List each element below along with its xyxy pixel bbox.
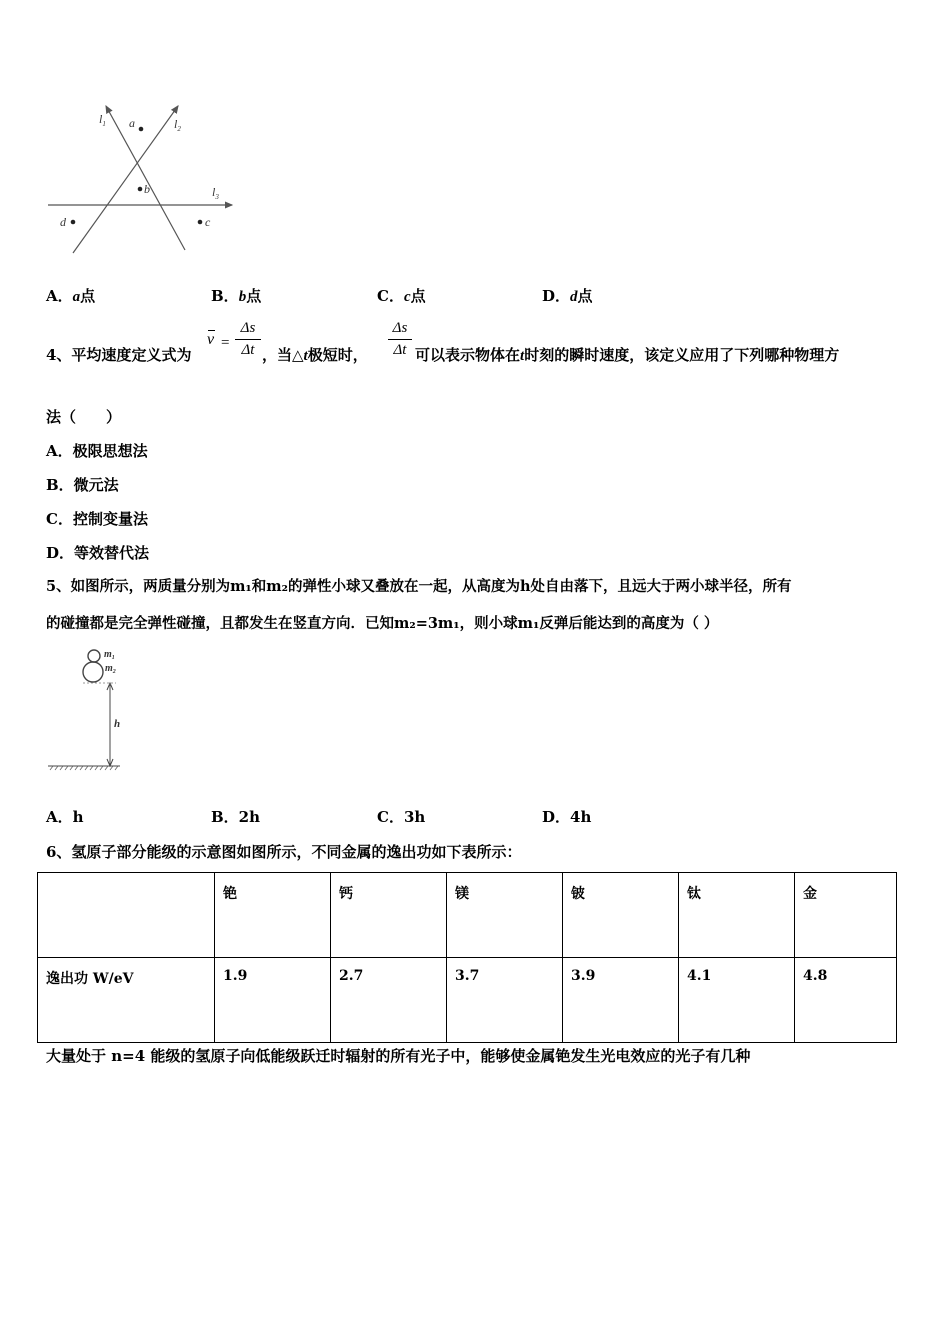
table-cell: 金 <box>795 873 897 958</box>
q3-option-b[interactable]: B．b点 <box>211 287 262 305</box>
table-cell: 4.8 <box>795 958 897 1043</box>
svg-text:m1: $m_1$ <box>104 649 115 661</box>
q4-fraction-2: Δs Δt <box>388 320 412 359</box>
svg-text:d: d <box>60 215 66 229</box>
svg-text:m2: $m_2$ <box>105 663 116 675</box>
point-c <box>198 220 203 225</box>
svg-text:c: c <box>205 215 211 229</box>
ball-m2 <box>83 662 103 682</box>
q5-option-b[interactable]: B．2h <box>211 808 261 826</box>
q4-option-a[interactable]: A．极限思想法 <box>46 442 148 460</box>
q4-vbar: v <box>207 331 215 348</box>
table-cell: 2.7 <box>331 958 447 1043</box>
table-cell: 铯 <box>215 873 331 958</box>
q5-line1: 5、如图所示，两质量分别为m₁和m₂的弹性小球又叠放在一起，从高度为h处自由落下，且远大于两小球半径，所有 <box>46 578 792 595</box>
table-cell: 逸出功 W/eV <box>38 958 215 1043</box>
point-d <box>71 220 76 225</box>
svg-text:b: b <box>144 182 150 196</box>
table-cell: 3.7 <box>447 958 563 1043</box>
work-function-table <box>37 872 897 1043</box>
falling-balls-figure <box>44 645 134 775</box>
table-cell: 3.9 <box>563 958 679 1043</box>
line-l2 <box>73 106 178 253</box>
point-a <box>139 127 144 132</box>
table-cell: 1.9 <box>215 958 331 1043</box>
table-header-row <box>38 873 897 958</box>
table-row <box>38 958 897 1043</box>
q3-option-d[interactable]: D．d点 <box>542 287 593 305</box>
q5-option-c[interactable]: C．3h <box>377 808 426 826</box>
table-cell: 镁 <box>447 873 563 958</box>
point-b <box>138 187 143 192</box>
svg-text:l2: $l_2$ <box>174 117 181 133</box>
three-lines-figure <box>40 98 250 263</box>
q5-line2: 的碰撞都是完全弹性碰撞，且都发生在竖直方向．已知m₂=3m₁，则小球m₁反弹后能达到的高度为（ ） <box>46 615 719 632</box>
q4-option-d[interactable]: D．等效替代法 <box>46 544 150 562</box>
table-cell: 4.1 <box>679 958 795 1043</box>
q4-mid-text: ，当△t极短时， <box>262 346 368 364</box>
q4-option-c[interactable]: C．控制变量法 <box>46 510 148 528</box>
q6-line2: 大量处于 n=4 能级的氢原子向低能级跃迁时辐射的所有光子中，能够使金属铯发生光电效应的光子有几种 <box>46 1047 751 1065</box>
svg-text:l1: $l_1$ <box>99 112 106 128</box>
q3-option-c[interactable]: C．c点 <box>377 287 426 305</box>
svg-text:l3: $l_3$ <box>212 185 219 201</box>
table-cell: 铍 <box>563 873 679 958</box>
q4-prefix: 4、平均速度定义式为 <box>46 346 192 364</box>
svg-text:h: h <box>114 718 121 730</box>
ball-m1 <box>88 650 100 662</box>
q6-line1: 6、氢原子部分能级的示意图如图所示，不同金属的逸出功如下表所示： <box>46 843 522 861</box>
q5-option-d[interactable]: D．4h <box>542 808 592 826</box>
q5-option-a[interactable]: A．h <box>46 808 84 826</box>
q4-eq: = <box>221 335 230 351</box>
q3-option-a[interactable]: A．a点 <box>46 287 96 305</box>
q4-line2: 法（ ） <box>46 408 122 426</box>
table-cell <box>38 873 215 958</box>
table-cell: 钙 <box>331 873 447 958</box>
svg-text:a: a <box>129 116 135 130</box>
q4-tail-text: 可以表示物体在t时刻的瞬时速度，该定义应用了下列哪种物理方 <box>415 346 840 364</box>
q4-option-b[interactable]: B．微元法 <box>46 476 119 494</box>
q4-fraction-1: Δs Δt <box>235 320 261 359</box>
table-cell: 钛 <box>679 873 795 958</box>
